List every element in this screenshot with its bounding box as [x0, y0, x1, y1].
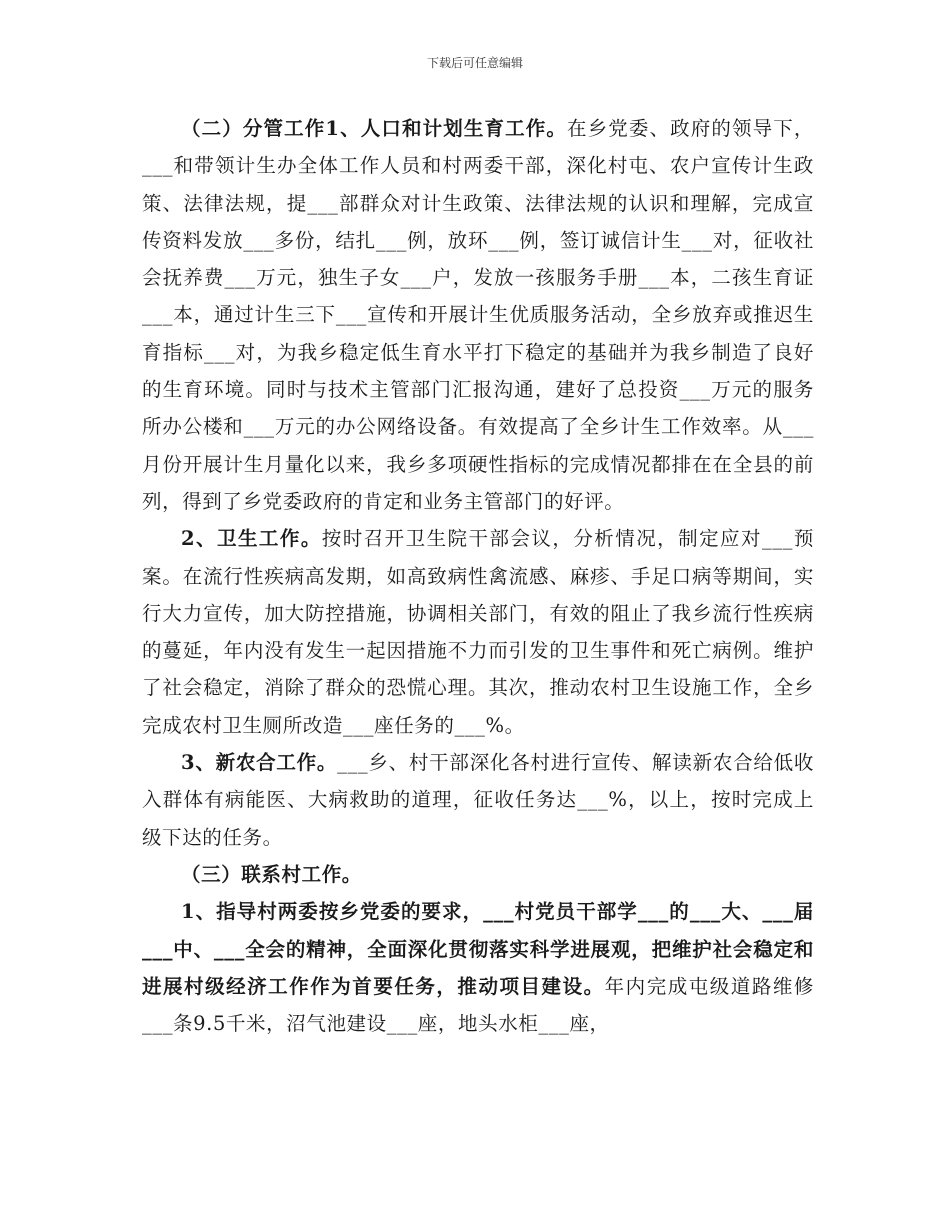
section-heading-village-liaison — [142, 856, 814, 893]
paragraph-village-guidance — [142, 893, 814, 1042]
paragraph-health — [142, 520, 814, 744]
page-header: 下载后可任意编辑 — [426, 56, 523, 70]
paragraph-heading: （三）联系村工作。 — [181, 862, 362, 886]
paragraph-text: 按时召开卫生院干部会议，分析情况，制定应对___预案。在流行性疾病高发期，如高致病性禽流感、麻疹、手足口病等期间，实行大力宣传，加大防控措施，协调相关部门，有效的阻止了我乡流行性疾病的蔓延，年内没有发生一起因措施不力而引发的卫生事件和死亡病例。维护了社会稳定，消除了群众的恐慌心理。其次，推动农村卫生设施工作，全乡完成农村卫生厕所改造___座任务的___%。 — [142, 527, 814, 737]
document-body — [142, 110, 814, 1042]
paragraph-heading: 2、卫生工作。 — [181, 527, 322, 551]
paragraph-text: ___乡、村干部深化各村进行宣传、解读新农合给低收入群体有病能医、大病救助的道理，征收任务达___%，以上，按时完成上级下达的任务。 — [142, 751, 814, 849]
paragraph-rural-coop-medical — [142, 744, 814, 856]
paragraph-heading: （二）分管工作1、人口和计划生育工作。 — [181, 117, 567, 140]
paragraph-heading: 3、新农合工作。 — [181, 751, 338, 775]
paragraph-family-planning — [142, 110, 814, 520]
paragraph-text: 在乡党委、政府的领导下，___和带领计生办全体工作人员和村两委干部，深化村屯、农户宣传计生政策、法律法规，提___部群众对计生政策、法律法规的认识和理解，完成宣传资料发放___多份，结扎___例，放环___例，签订诚信计生___对，征收社会抚养费___万元，独生子女___户，发放一孩服务手册___本，二孩生育证___本，通过计生三下___宣传和开展计生优质服务活动，全乡放弃或推迟生育指标___对，为我乡稳定低生育水平打下稳定的基础并为我乡制造了良好的生育环境。同时与技术主管部门汇报沟通，建好了总投资___万元的服务所办公楼和___万元的办公网络设备。有效提高了全乡计生工作效率。从___月份开展计生月量化以来，我乡多项硬性指标的完成情况都排在在全县的前列，得到了乡党委政府的肯定和业务主管部门的好评。 — [142, 117, 815, 513]
paragraph-heading: 1、指导村两委按乡党委的要求，___村党员干部学___的___大、___届___中、___全会的精神，全面深化贯彻落实科学进展观，把维护社会稳定和进展村级经济工作作为首要任务，推动项目建设。 — [142, 900, 814, 998]
paragraph-text: 年内完成屯级道路维修___条9.5千米，沼气池建设___座，地头水柜___座， — [142, 974, 814, 1036]
